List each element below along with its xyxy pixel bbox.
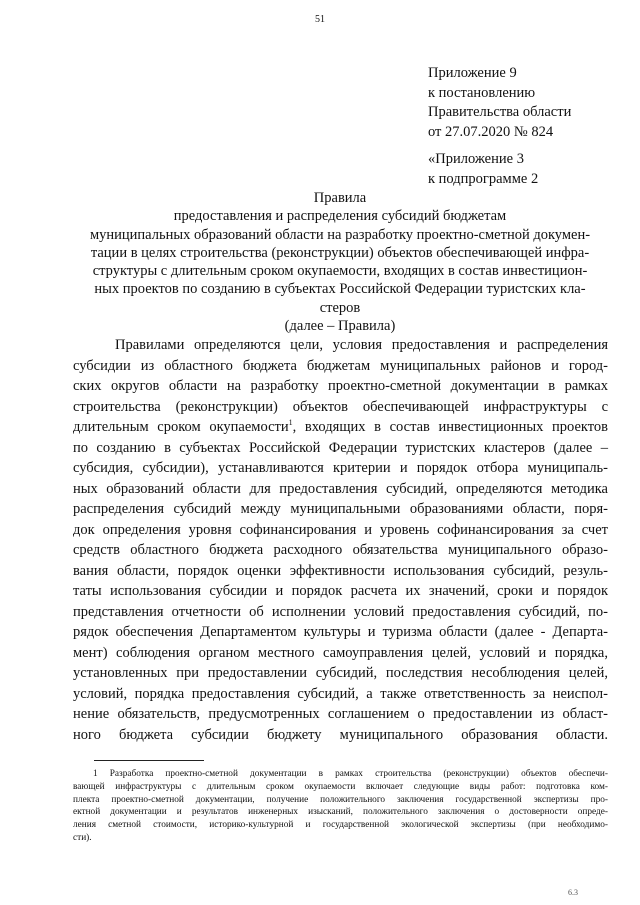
footnote-line: плекта проектно-сметной документации, получение положительного заключения государственной экспертизы про-	[73, 794, 608, 805]
body-line: длительным сроком окупаемости$^1$, входящих в состав инвестиционных проектов	[73, 418, 609, 435]
appendix-line: от 27.07.2020 № 824	[428, 123, 554, 140]
body-line: средств областного бюджета расходного обязательства муниципального образо-	[73, 542, 608, 558]
body-line: ного бюджета субсидии бюджету муниципального образования области.	[73, 726, 608, 743]
document-title	[70, 189, 610, 335]
appendix-reference	[428, 64, 571, 142]
scan-corner-mark: 6.3	[568, 888, 578, 897]
appendix-line: Правительства области	[428, 104, 572, 120]
body-line: условий, порядка предоставления субсидий, а также ответственность за неиспол-	[73, 685, 608, 702]
footnote-reference[interactable]: 1	[288, 418, 293, 428]
body-line: распределения субсидий между муниципальными образованиями области, поря-	[73, 501, 608, 517]
title-line: структуры с длительным сроком окупаемости, входящих в состав инвестицион-	[92, 263, 588, 280]
body-line: Правилами определяются цели, условия предоставления и распределения	[115, 337, 608, 353]
body-line: ных образований области для предоставления субсидий, определяются методика	[73, 480, 608, 497]
title-line: Правила	[313, 190, 367, 206]
title-line: тации в целях строительства (реконструкции) объектов обеспечивающей инфра-	[90, 244, 590, 261]
body-line: субсидия, субсидии), устанавливаются критерии и порядок отбора муниципаль-	[73, 460, 608, 476]
body-line: таты использования субсидии и порядок расчета их значений, сроки и порядок	[73, 583, 608, 599]
body-line: док определения уровня софинансирования и уровень софинансирования за счет	[73, 521, 608, 538]
appendix-line: Приложение 9	[428, 65, 517, 81]
body-line: субсидии из областного бюджета бюджетам муниципальных районов и город-	[73, 357, 608, 374]
body-paragraph	[73, 335, 608, 745]
body-line-part: входящих в состав инвестиционных проектов	[304, 419, 609, 435]
footnote-separator	[94, 760, 204, 761]
appendix-line: к постановлению	[428, 84, 536, 101]
footnote-line: ления сметной стоимости, историко-культурной и государственной экологической экспертизы (при необходимо-	[73, 820, 608, 831]
footnote	[73, 768, 608, 845]
body-line: ских округов области на разработку проектно-сметной документации в рамках	[73, 378, 608, 394]
footnote-line: ектной документации и результатов инженерных изысканий, положительного заключения о достоверности опреде-	[73, 807, 608, 818]
footnote-line: 1 Разработка проектно-сметной документации в рамках строительства (реконструкции) объектов обеспечи-	[93, 769, 608, 779]
subprogram-appendix-reference	[428, 150, 538, 189]
title-line: стеров	[319, 299, 361, 316]
body-line: мент) соблюдения органом местного самоуправления целей, условий и порядка,	[73, 644, 608, 661]
body-line: нение обязательств, предусмотренных соглашением о предоставлении из област-	[73, 706, 608, 722]
footnote-line: сти).	[73, 832, 92, 843]
title-line: муниципальных образований области на разработку проектно-сметной докумен-	[89, 226, 591, 243]
body-line: представления отчетности об исполнении условий предоставления субсидий, по-	[73, 603, 608, 620]
body-line: рядок обеспечения Департаментом культуры и туризма области (далее - Департа-	[73, 624, 608, 640]
body-line: установленных при предоставлении субсидий, последствия несоблюдения целей,	[73, 665, 608, 681]
appendix-line: «Приложение 3	[428, 151, 524, 167]
title-line: предоставления и распределения субсидий бюджетам	[173, 208, 507, 225]
appendix-line: к подпрограмме 2	[428, 170, 539, 187]
body-line: вания области, порядок оценки эффективности использования субсидий, резуль-	[73, 562, 608, 579]
title-line: (далее – Правила)	[284, 318, 396, 335]
body-line-part: длительным сроком окупаемости	[73, 419, 289, 435]
footnote-line: вающей инфраструктуры с длительным сроком окупаемости включает следующие виды работ: подготовка ком-	[73, 781, 608, 792]
title-line: ных проектов по созданию в субъектах Российской Федерации туристских кла-	[94, 281, 586, 298]
body-line: по созданию в субъектах Российской Федерации туристских кластеров (далее –	[73, 439, 608, 456]
body-line: строительства (реконструкции) объектов обеспечивающей инфраструктуры с	[73, 398, 608, 415]
page-number: 51	[315, 14, 325, 25]
